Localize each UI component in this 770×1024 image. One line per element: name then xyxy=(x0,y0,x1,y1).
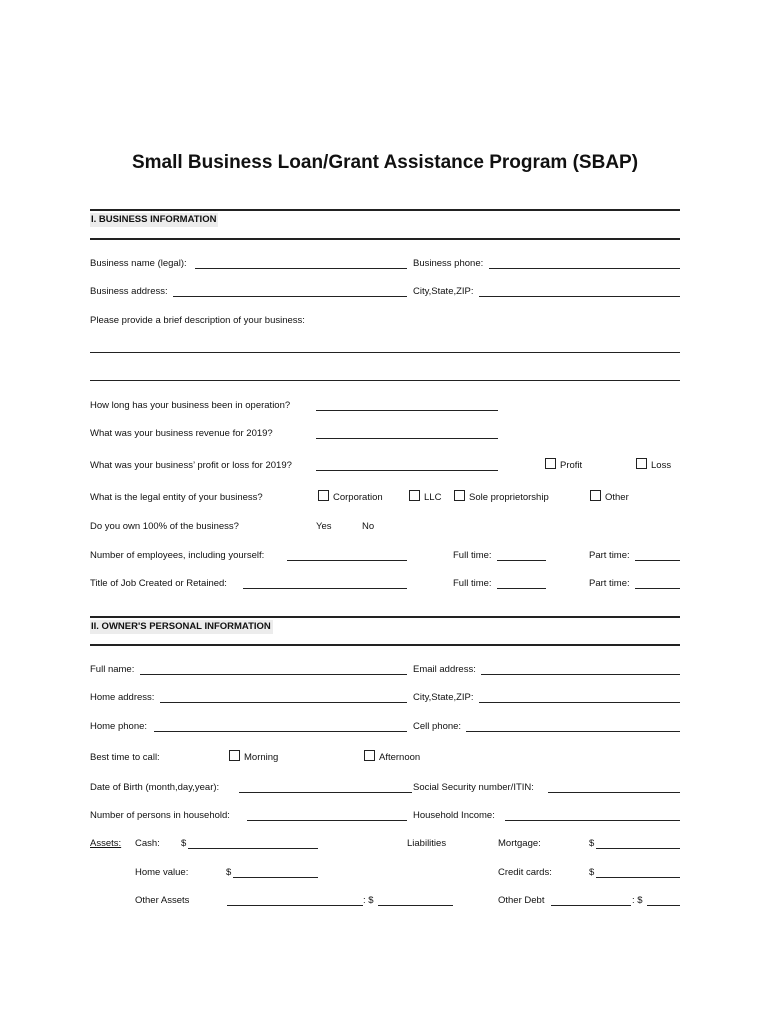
other-assets-description-field[interactable] xyxy=(227,905,363,906)
section-rule-top xyxy=(90,616,680,618)
other-entity-label: Other xyxy=(605,492,629,503)
credit-cards-field[interactable] xyxy=(596,877,680,878)
other-debt-label: Other Debt xyxy=(498,895,545,906)
sole-proprietorship-checkbox[interactable] xyxy=(454,490,465,501)
job-title-field[interactable] xyxy=(243,588,407,589)
dob-field[interactable] xyxy=(239,792,412,793)
section-heading-owner: II. OWNER'S PERSONAL INFORMATION xyxy=(91,621,271,632)
owner-city-state-zip-label: City,State,ZIP: xyxy=(413,692,474,703)
business-name-label: Business name (legal): xyxy=(90,258,187,269)
cell-phone-label: Cell phone: xyxy=(413,721,462,732)
ownership-label: Do you own 100% of the business? xyxy=(90,521,239,532)
other-assets-amount-field[interactable] xyxy=(378,905,453,906)
dob-label: Date of Birth (month,day,year): xyxy=(90,782,220,793)
other-entity-checkbox[interactable] xyxy=(590,490,601,501)
mortgage-dollar-sign: $ xyxy=(589,838,595,849)
home-address-label: Home address: xyxy=(90,692,155,703)
profit-loss-label: What was your business’ profit or loss for 2019? xyxy=(90,460,292,471)
employees-label: Number of employees, including yourself: xyxy=(90,550,265,561)
cash-dollar-sign: $ xyxy=(181,838,187,849)
sole-proprietorship-label: Sole proprietorship xyxy=(469,492,549,503)
credit-cards-dollar-sign: $ xyxy=(589,867,595,878)
mortgage-label: Mortgage: xyxy=(498,838,541,849)
revenue-field[interactable] xyxy=(316,438,498,439)
ownership-yes[interactable]: Yes xyxy=(316,521,332,532)
full-name-label: Full name: xyxy=(90,664,135,675)
employees-full-time-label: Full time: xyxy=(453,550,492,561)
legal-entity-label: What is the legal entity of your business? xyxy=(90,492,263,503)
job-part-time-label: Part time: xyxy=(589,578,630,589)
ssn-label: Social Security number/ITIN: xyxy=(413,782,534,793)
business-city-state-zip-label: City,State,ZIP: xyxy=(413,286,474,297)
employees-full-time-field[interactable] xyxy=(497,560,546,561)
job-title-label: Title of Job Created or Retained: xyxy=(90,578,227,589)
credit-cards-label: Credit cards: xyxy=(498,867,552,878)
business-city-state-zip-field[interactable] xyxy=(479,296,680,297)
business-phone-label: Business phone: xyxy=(413,258,484,269)
business-phone-field[interactable] xyxy=(489,268,680,269)
profit-loss-field[interactable] xyxy=(316,470,498,471)
other-debt-colon-dollar: : $ xyxy=(632,895,643,906)
household-income-field[interactable] xyxy=(505,820,680,821)
ownership-no[interactable]: No xyxy=(362,521,375,532)
profit-checkbox[interactable] xyxy=(545,458,556,469)
form-title: Small Business Loan/Grant Assistance Program (SBAP) xyxy=(131,152,639,173)
section-rule-bottom xyxy=(90,644,680,646)
home-address-field[interactable] xyxy=(160,702,407,703)
business-address-field[interactable] xyxy=(173,296,407,297)
llc-checkbox[interactable] xyxy=(409,490,420,501)
employees-field[interactable] xyxy=(287,560,407,561)
section-heading-business: I. BUSINESS INFORMATION xyxy=(91,214,217,225)
job-full-time-field[interactable] xyxy=(497,588,546,589)
home-value-label: Home value: xyxy=(135,867,189,878)
cash-label: Cash: xyxy=(135,838,160,849)
liabilities-label: Liabilities xyxy=(407,838,447,849)
ssn-field[interactable] xyxy=(548,792,680,793)
business-description-line-2[interactable] xyxy=(90,380,680,381)
llc-label: LLC xyxy=(424,492,442,503)
other-assets-colon-dollar: : $ xyxy=(363,895,374,906)
corporation-label: Corporation xyxy=(333,492,383,503)
job-part-time-field[interactable] xyxy=(635,588,680,589)
job-full-time-label: Full time: xyxy=(453,578,492,589)
section-rule-top xyxy=(90,209,680,211)
mortgage-field[interactable] xyxy=(596,848,680,849)
morning-checkbox[interactable] xyxy=(229,750,240,761)
afternoon-checkbox[interactable] xyxy=(364,750,375,761)
business-address-label: Business address: xyxy=(90,286,168,297)
other-debt-description-field[interactable] xyxy=(551,905,631,906)
home-value-field[interactable] xyxy=(233,877,318,878)
email-label: Email address: xyxy=(413,664,476,675)
employees-part-time-field[interactable] xyxy=(635,560,680,561)
business-description-line-1[interactable] xyxy=(90,352,680,353)
business-description-label: Please provide a brief description of your business: xyxy=(90,315,305,326)
afternoon-label: Afternoon xyxy=(379,752,421,763)
revenue-label: What was your business revenue for 2019? xyxy=(90,428,273,439)
cell-phone-field[interactable] xyxy=(466,731,680,732)
household-income-label: Household Income: xyxy=(413,810,495,821)
household-persons-label: Number of persons in household: xyxy=(90,810,230,821)
full-name-field[interactable] xyxy=(140,674,407,675)
business-name-field[interactable] xyxy=(195,268,407,269)
operation-duration-field[interactable] xyxy=(316,410,498,411)
loss-checkbox[interactable] xyxy=(636,458,647,469)
corporation-checkbox[interactable] xyxy=(318,490,329,501)
profit-label: Profit xyxy=(560,460,583,471)
other-assets-label: Other Assets xyxy=(135,895,190,906)
morning-label: Morning xyxy=(244,752,279,763)
household-persons-field[interactable] xyxy=(247,820,407,821)
cash-field[interactable] xyxy=(188,848,318,849)
home-phone-label: Home phone: xyxy=(90,721,148,732)
best-time-label: Best time to call: xyxy=(90,752,160,763)
loss-label: Loss xyxy=(651,460,672,471)
email-field[interactable] xyxy=(481,674,680,675)
assets-label: Assets: xyxy=(90,838,122,849)
other-debt-amount-field[interactable] xyxy=(647,905,680,906)
section-rule-bottom xyxy=(90,238,680,240)
home-value-dollar-sign: $ xyxy=(226,867,232,878)
operation-duration-label: How long has your business been in operation? xyxy=(90,400,291,411)
employees-part-time-label: Part time: xyxy=(589,550,630,561)
owner-city-state-zip-field[interactable] xyxy=(479,702,680,703)
home-phone-field[interactable] xyxy=(154,731,407,732)
